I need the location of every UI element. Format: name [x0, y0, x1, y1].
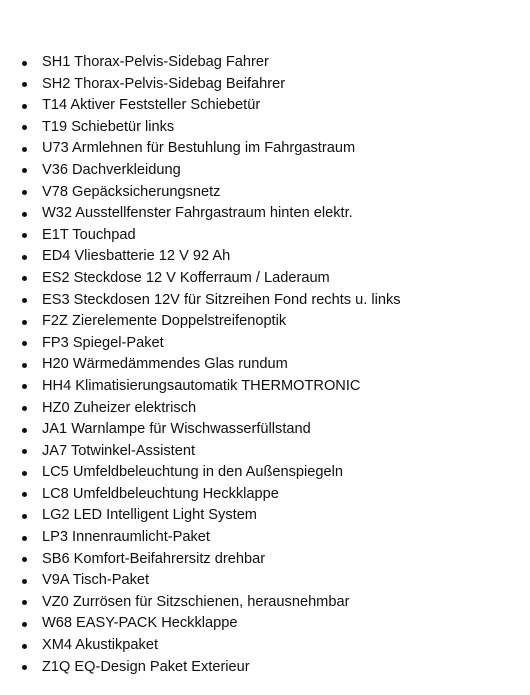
bullet-icon — [22, 341, 27, 346]
feature-label: HH4 Klimatisierungsautomatik THERMOTRONIC — [42, 377, 361, 394]
feature-list-item — [20, 268, 401, 290]
feature-label: ES2 Steckdose 12 V Kofferraum / Laderaum — [42, 269, 330, 286]
bullet-icon — [22, 125, 27, 130]
feature-list-item — [20, 311, 401, 333]
feature-list-item — [20, 527, 401, 549]
bullet-icon — [22, 147, 27, 152]
feature-list-item — [20, 354, 401, 376]
bullet-icon — [22, 492, 27, 497]
feature-label: ES3 Steckdosen 12V für Sitzreihen Fond rechts u. links — [42, 291, 401, 308]
feature-list-item — [20, 441, 401, 463]
bullet-icon — [22, 428, 27, 433]
feature-label: LC8 Umfeldbeleuchtung Heckklappe — [42, 485, 279, 502]
feature-list-item — [20, 484, 401, 506]
bullet-icon — [22, 600, 27, 605]
feature-label: W32 Ausstellfenster Fahrgastraum hinten elektr. — [42, 205, 353, 222]
bullet-icon — [22, 82, 27, 87]
feature-list-item — [20, 419, 401, 441]
feature-label: V78 Gepäcksicherungsnetz — [42, 183, 221, 200]
bullet-icon — [22, 449, 27, 454]
feature-label: E1T Touchpad — [42, 226, 136, 243]
feature-label: JA7 Totwinkel-Assistent — [42, 442, 196, 459]
bullet-icon — [22, 363, 27, 368]
feature-list-item — [20, 549, 401, 571]
feature-list-item — [20, 246, 401, 268]
feature-list-item — [20, 592, 401, 614]
bullet-icon — [22, 644, 27, 649]
feature-list-item — [20, 225, 401, 247]
bullet-icon — [22, 622, 27, 627]
feature-list-item — [20, 74, 401, 96]
feature-list-item — [20, 570, 401, 592]
feature-label: VZ0 Zurrösen für Sitzschienen, herausnehmbar — [42, 593, 350, 610]
feature-label: V36 Dachverkleidung — [42, 161, 181, 178]
bullet-icon — [22, 384, 27, 389]
bullet-icon — [22, 471, 27, 476]
feature-label: FP3 Spiegel-Paket — [42, 334, 164, 351]
feature-list-item — [20, 462, 401, 484]
feature-label: V9A Tisch-Paket — [42, 572, 150, 589]
feature-list-item — [20, 117, 401, 139]
feature-label: LP3 Innenraumlicht-Paket — [42, 529, 210, 546]
feature-label: LC5 Umfeldbeleuchtung in den Außenspiegeln — [42, 464, 344, 481]
feature-label: LG2 LED Intelligent Light System — [42, 507, 257, 524]
bullet-icon — [22, 557, 27, 562]
bullet-icon — [22, 61, 27, 66]
feature-list-item — [20, 505, 401, 527]
feature-label: SH1 Thorax-Pelvis-Sidebag Fahrer — [42, 54, 269, 70]
feature-label: H20 Wärmedämmendes Glas rundum — [42, 356, 288, 373]
feature-list-item — [20, 657, 401, 679]
bullet-icon — [22, 320, 27, 325]
bullet-icon — [22, 190, 27, 195]
feature-label: T19 Schiebetür links — [42, 118, 175, 135]
bullet-icon — [22, 579, 27, 584]
feature-list-item — [20, 182, 401, 204]
feature-list-item — [20, 160, 401, 182]
feature-label: F2Z Zierelemente Doppelstreifenoptik — [42, 313, 287, 330]
feature-list-item — [20, 203, 401, 225]
feature-label: Z1Q EQ-Design Paket Exterieur — [42, 658, 250, 675]
feature-list-item — [20, 613, 401, 635]
bullet-icon — [22, 665, 27, 670]
feature-list — [20, 52, 401, 678]
feature-list-item — [20, 290, 401, 312]
feature-label: U73 Armlehnen für Bestuhlung im Fahrgastraum — [42, 140, 356, 157]
feature-list-item — [20, 138, 401, 160]
bullet-icon — [22, 233, 27, 238]
feature-label: T14 Aktiver Feststeller Schiebetür — [42, 97, 261, 114]
feature-label: JA1 Warnlampe für Wischwasserfüllstand — [42, 421, 311, 438]
bullet-icon — [22, 276, 27, 281]
feature-list-item — [20, 635, 401, 657]
feature-label: SB6 Komfort-Beifahrersitz drehbar — [42, 550, 266, 567]
bullet-icon — [22, 298, 27, 303]
feature-list-item — [20, 333, 401, 355]
feature-label: XM4 Akustikpaket — [42, 637, 158, 654]
bullet-icon — [22, 212, 27, 217]
feature-list-item — [20, 398, 401, 420]
feature-label: ED4 Vliesbatterie 12 V 92 Ah — [42, 248, 231, 265]
bullet-icon — [22, 536, 27, 541]
feature-label: SH2 Thorax-Pelvis-Sidebag Beifahrer — [42, 75, 286, 92]
bullet-icon — [22, 104, 27, 109]
feature-list-item — [20, 52, 401, 74]
bullet-icon — [22, 406, 27, 411]
bullet-icon — [22, 514, 27, 519]
feature-list-item — [20, 376, 401, 398]
bullet-icon — [22, 168, 27, 173]
bullet-icon — [22, 255, 27, 260]
feature-list-item — [20, 95, 401, 117]
feature-label: W68 EASY-PACK Heckklappe — [42, 615, 238, 632]
feature-label: HZ0 Zuheizer elektrisch — [42, 399, 197, 416]
